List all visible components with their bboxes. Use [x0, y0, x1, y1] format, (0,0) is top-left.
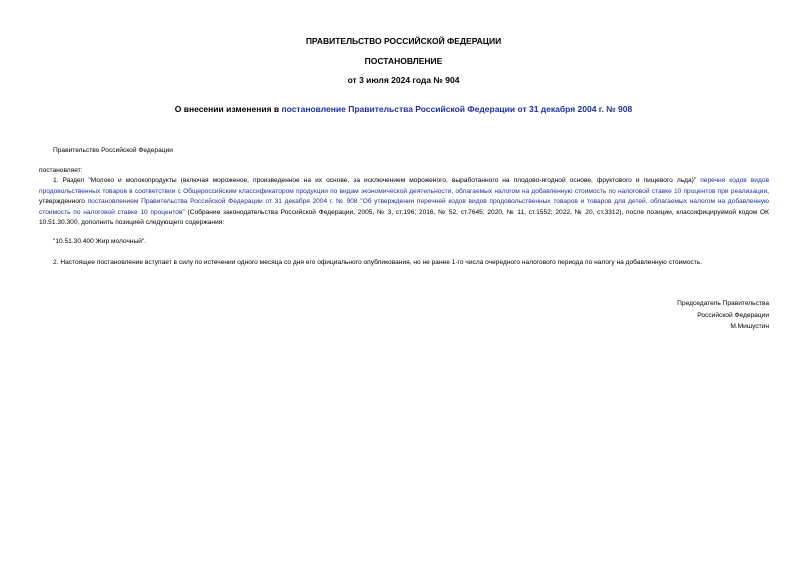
p1-text-1: 1. Раздел "Молоко и молокопродукты (включая мороженое, произведенное на их основе, за исключением мороженого, выработанного на плодово-ягодной основе, фруктового и пищевого льда)"	[53, 177, 701, 184]
decree-header: ПОСТАНОВЛЕНИЕ	[364, 56, 443, 66]
title-prefix: О внесении изменения в	[174, 104, 282, 114]
signature-name: М.Мишустин	[730, 323, 769, 330]
paragraph-1	[39, 176, 769, 229]
p1-text-3: (Собрание законодательства Российской Федерации, 2005, № 3, ст.196; 2016, № 52, ст.7645; 2020, № 11, ст.1552; 2022, № 20, ст.3312), после позиции, классифицируемой кодом ОК 10.51.30.300, дополнить позицией следующего содержания:	[39, 208, 770, 226]
signature-title-line1: Председатель Правительства	[677, 300, 769, 307]
p1-link-decree[interactable]: постановлением Правительства Российской Федерации от 31 декабря 2004 г. № 908 "Об утверждении перечней кодов видов продовольственных товаров и товаров для детей, облагаемых налогом на добавленную стоимость по налоговой ставке 10 процентов"	[39, 198, 770, 216]
p1-link-list[interactable]: перечня кодов видов продовольственных товаров в соответствии с Общероссийским классификатором продукции по видам экономической деятельности, облагаемых налогом на добавленную стоимость по налоговой ставке 10 процентов при реализации	[39, 177, 769, 195]
document-title	[0, 104, 807, 115]
paragraph-2: 2. Настоящее постановление вступает в силу по истечении одного месяца со дня его официального опубликования, но не ранее 1-го числа очередного налогового периода по налогу на добавленную стоимость.	[53, 259, 703, 266]
quoted-position: "10.51.30.400 Жир молочный".	[53, 238, 147, 245]
resolves-text: постановляет:	[39, 167, 83, 174]
p1-text-2: , утвержденного	[39, 187, 769, 205]
issuer-text: Правительство Российской Федерации	[53, 147, 173, 154]
title-link[interactable]: постановление Правительства Российской Федерации от 31 декабря 2004 г. № 908	[281, 104, 633, 114]
signature-title-line2: Российской Федерации	[697, 312, 769, 319]
government-header: ПРАВИТЕЛЬСТВО РОССИЙСКОЙ ФЕДЕРАЦИИ	[305, 36, 502, 46]
decree-date-number: от 3 июля 2024 года № 904	[347, 75, 460, 85]
